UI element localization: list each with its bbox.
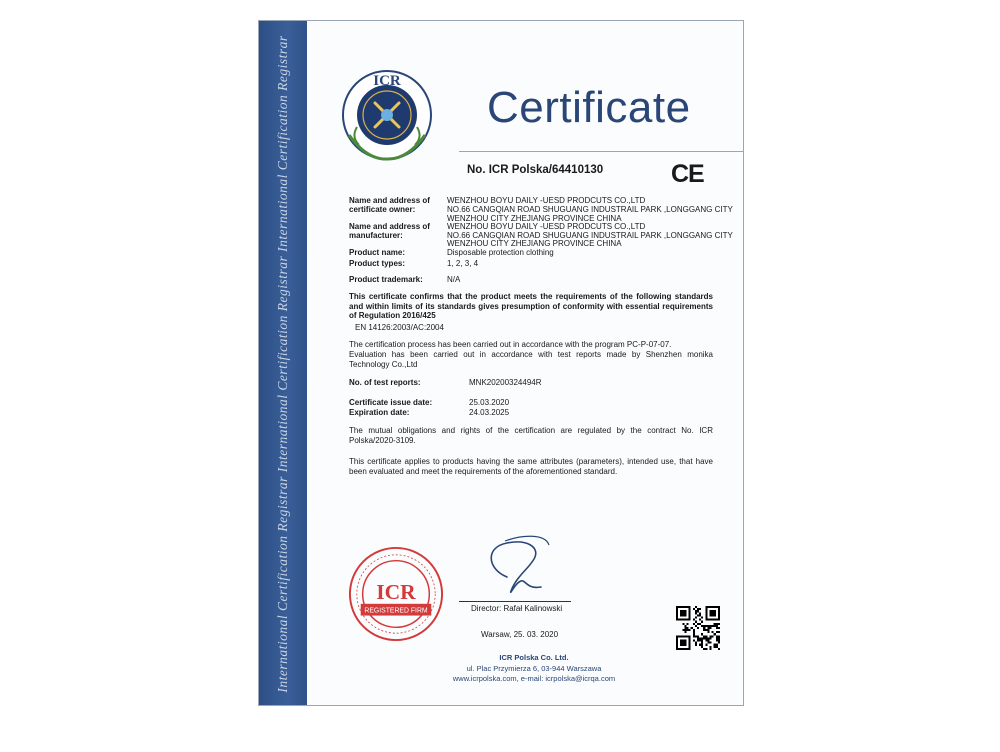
product-trademark-value: N/A [447,275,461,284]
product-name-label: Product name: [349,248,406,257]
owner-address-line1: NO.66 CANGQIAN ROAD SHUGUANG INDUSTRAIL PARK ,LONGGANG CITY [447,205,733,214]
ce-mark: CE [671,160,704,188]
footer-address: ul. Plac Przymierza 6, 03-944 Warszawa [466,664,602,673]
certificate-document [258,20,744,706]
place-date: Warsaw, 25. 03. 2020 [481,630,559,639]
obligations-text: The mutual obligations and rights of the certification are regulated by the contract No. ICR Polska/2020-3109. [349,426,713,445]
stamp-banner-text: REGISTERED FIRM [364,607,428,615]
expiry-date-value: 24.03.2025 [469,408,510,417]
manufacturer-address-line2: WENZHOU CITY ZHEJIANG PROVINCE CHINA [447,239,622,248]
title-divider [459,151,743,152]
director-signature [477,529,567,599]
manufacturer-label-line2: manufacturer: [349,231,403,240]
expiry-date-label: Expiration date: [349,408,410,417]
qr-code [676,606,720,650]
product-types-value: 1, 2, 3, 4 [447,259,479,268]
logo-top-text: ICR [373,73,401,89]
issue-date-label: Certificate issue date: [349,398,433,407]
manufacturer-label-line1: Name and address of [349,222,430,231]
director-name: Director: Rafał Kalinowski [471,604,563,613]
certificate-title: Certificate [487,83,691,132]
side-band [259,21,307,705]
owner-label-line1: Name and address of [349,196,430,205]
signature-line [459,601,571,602]
stamp-center-text: ICR [376,579,416,604]
conformity-statement: This certificate confirms that the product meets the requirements of the following standards and within limits of its standards gives presumption of conformity with essential requirements of Regulation 2016/425 [349,292,713,320]
test-reports-label: No. of test reports: [349,378,421,387]
evaluation-text: Evaluation has been carried out in accordance with test reports made by Shenzhen monika Technology Co.,Ltd [349,350,713,369]
icr-registered-stamp [347,545,445,643]
icr-logo [337,65,437,165]
product-name-value: Disposable protection clothing [447,248,554,257]
process-text: The certification process has been carried out in accordance with the program PC-P-07-07. [349,340,672,349]
applies-text: This certificate applies to products having the same attributes (parameters), intended use, that have been evaluated and meet the requirements of the aforementioned standard. [349,457,713,476]
manufacturer-address-line1: NO.66 CANGQIAN ROAD SHUGUANG INDUSTRAIL PARK ,LONGGANG CITY [447,231,733,240]
side-band-text: International Certification Registrar International Certification Registrar International Certification Registrar [275,35,290,693]
footer-company: ICR Polska Co. Ltd. [499,653,569,662]
standard-reference: EN 14126:2003/AC:2004 [355,323,444,332]
certificate-number: No. ICR Polska/64410130 [467,164,604,176]
product-trademark-label: Product trademark: [349,275,423,284]
owner-label-line2: certificate owner: [349,205,416,214]
test-reports-value: MNK20200324494R [469,378,542,387]
owner-name: WENZHOU BOYU DAILY -UESD PRODCUTS CO.,LTD [447,196,646,205]
footer-contact: www.icrpolska.com, e-mail: icrpolska@icrqa.com [452,674,616,683]
manufacturer-name: WENZHOU BOYU DAILY -UESD PRODCUTS CO.,LTD [447,222,646,231]
product-types-label: Product types: [349,259,406,268]
owner-address-line2: WENZHOU CITY ZHEJIANG PROVINCE CHINA [447,214,622,223]
issue-date-value: 25.03.2020 [469,398,510,407]
